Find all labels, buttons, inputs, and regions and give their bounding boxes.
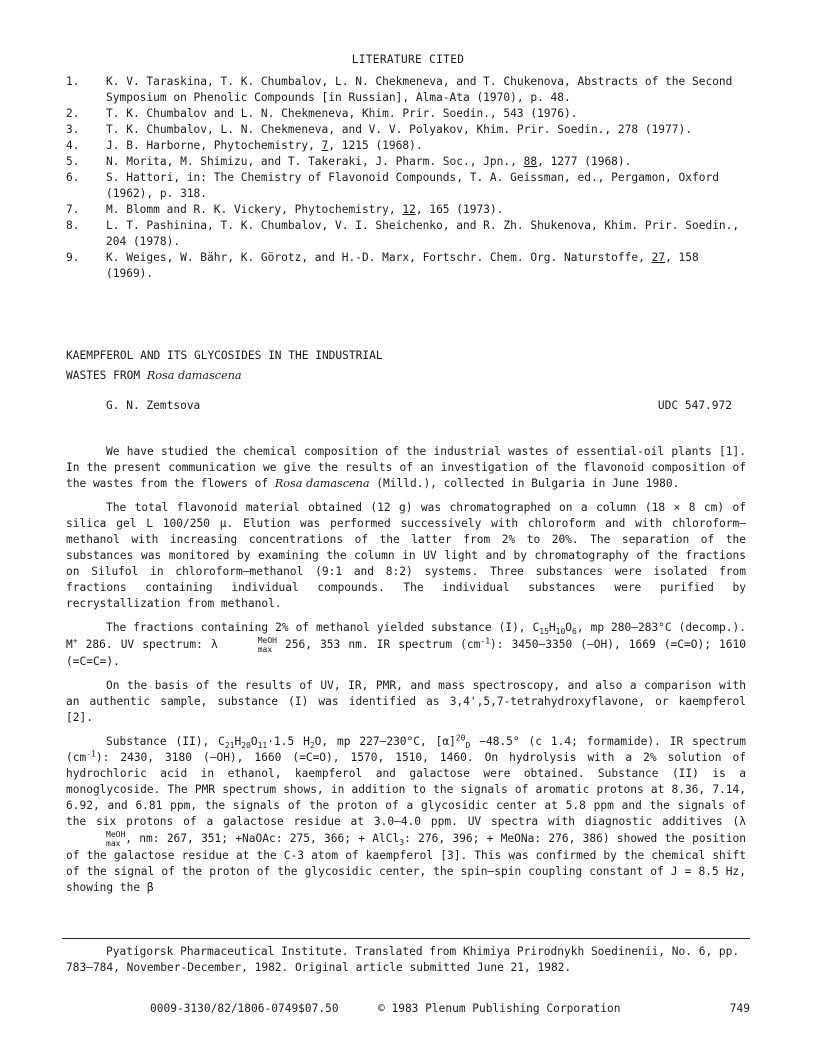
footnote-divider bbox=[62, 938, 750, 939]
reference-item bbox=[66, 138, 746, 154]
body-paragraph: Substance (II), $C_{21}H_{20}O_{11}\cdot 1.5$ $H_2O$, mp 227–230°C, $[\alpha]^{20}_D -48.5^\circ$ (c 1.4; formamide). IR spectrum $(cm^{-1})$: 2430, 3180 (—OH), 1660 (=C=O), 1570, 1510, 1460. On hydrolysis with a 2% solution of hydrochloric acid in ethanol, kaempferol and galactose were obtained. Substance (II) is a monoglycoside. The PMR spectrum shows, in addition to the signals of aromatic protons at 8.36, 7.14, 6.92, and 6.81 ppm, the signals of the proton of a glycosidic center at 5.8 ppm and the signals of the six protons of a galactose residue at 3.0–4.0 ppm. UV spectra with diagnostic additives (λ MeOH max , nm: 267, 351; +NaOAc: 275, 366; + AlCl$_3$: 276, 396; + MeONa: 276, 386) showed the position of the galactose residue at the C-3 atom of kaempferol [3]. This was confirmed by the chemical shift of the signal of the proton of the glycosidic center, the spin–spin coupling constant of J = 8.5 Hz, showing the β bbox=[66, 733, 746, 894]
reference-item bbox=[66, 154, 746, 170]
footnote-text: Pyatigorsk Pharmaceutical Institute. Translated from Khimiya Prirodnykh Soedinenii, No. 6, pp. 783–784, November-December, 1982. Original article submitted June 21, 1982. bbox=[66, 945, 740, 974]
body-paragraph: The total flavonoid material obtained (12 g) was chromatographed on a column (18 × 8 cm) of silica gel L 100/250 μ. Elution was performed successively with chloroform and with chloroform–methanol with increasing concentrations of the latter from 2% to 20%. The separation of the substances was monitored by examining the column in UV light and by chromatography of the fractions on Silufol in chloroform–methanol (9:1 and 8:2) systems. Three substances were isolated from fractions containing individual compounds. The individual substances were purified by recrystallization from methanol. bbox=[66, 501, 746, 610]
lambda-max-label: MeOH max bbox=[106, 830, 126, 848]
reference-text: N. Morita, M. Shimizu, and T. Takeraki, J. Pharm. Soc., Jpn., 88, 1277 (1968). bbox=[106, 155, 632, 168]
reference-number: 9. bbox=[66, 251, 80, 264]
reference-text: K. V. Taraskina, T. K. Chumbalov, L. N. Chekmeneva, and T. Chukenova, Abstracts of the Second Symposium on Phenolic Compounds [in Russian], Alma-Ata (1970), p. 48. bbox=[106, 75, 733, 104]
issn-code: 0009-3130/82/1806-0749$07.50 bbox=[150, 1002, 339, 1015]
reference-text: T. K. Chumbalov, L. N. Chekmeneva, and V. V. Polyakov, Khim. Prir. Soedin., 278 (1977). bbox=[106, 123, 692, 136]
article-title-line: WASTES FROM Rosa damascena bbox=[66, 369, 242, 382]
reference-number: 8. bbox=[66, 219, 80, 232]
page-footer bbox=[150, 1001, 750, 1017]
reference-text: T. K. Chumbalov and L. N. Chekmeneva, Khim. Prir. Soedin., 543 (1976). bbox=[106, 107, 578, 120]
body-paragraph: On the basis of the results of UV, IR, PMR, and mass spectroscopy, and also a comparison with an authentic sample, substance (I) was identified as 3,4',5,7-tetrahydroxyflavone, or kaempferol [2]. bbox=[66, 679, 746, 724]
reference-item bbox=[66, 170, 746, 202]
page-number: 749 bbox=[729, 1002, 750, 1015]
reference-item bbox=[66, 74, 746, 106]
reference-text: S. Hattori, in: The Chemistry of Flavonoid Compounds, T. A. Geissman, ed., Pergamon, Oxford (1962), p. 318. bbox=[106, 171, 719, 200]
footnote bbox=[66, 944, 746, 976]
reference-number: 2. bbox=[66, 107, 80, 120]
reference-item bbox=[66, 218, 746, 250]
reference-text: J. B. Harborne, Phytochemistry, 7, 1215 (1968). bbox=[106, 139, 423, 152]
article-title-line: KAEMPFEROL AND ITS GLYCOSIDES IN THE INDUSTRIAL bbox=[66, 349, 383, 362]
copyright-notice: © 1983 Plenum Publishing Corporation bbox=[378, 1002, 621, 1015]
author-line bbox=[106, 398, 732, 414]
reference-text: L. T. Pashinina, T. K. Chumbalov, V. I. Sheichenko, and R. Zh. Shukenova, Khim. Prir. Soedin., 204 (1978). bbox=[106, 219, 740, 248]
reference-item bbox=[66, 202, 746, 218]
article-title bbox=[66, 346, 746, 386]
reference-item bbox=[66, 250, 746, 282]
reference-number: 7. bbox=[66, 203, 80, 216]
reference-number: 5. bbox=[66, 155, 80, 168]
reference-number: 4. bbox=[66, 139, 80, 152]
lambda-max-label: MeOH max bbox=[257, 636, 277, 654]
reference-item bbox=[66, 106, 746, 122]
reference-text: K. Weiges, W. Bähr, K. Görotz, and H.-D. Marx, Fortschr. Chem. Org. Naturstoffe, 27, 158 (1969). bbox=[106, 251, 699, 280]
reference-number: 1. bbox=[66, 75, 80, 88]
literature-cited-heading: LITERATURE CITED bbox=[351, 53, 465, 66]
body-paragraph: The fractions containing 2% of methanol yielded substance (I), $C_{15}H_{10}O_6$, mp 280–283°C (decomp.). M+ 286. UV spectrum: λ MeOH max 256, 353 nm. IR spectrum $(cm^{-1})$: 3450–3350 (—OH), 1669 (=C=O); 1610 (=C=C=). bbox=[66, 621, 746, 668]
reference-text: M. Blomm and R. K. Vickery, Phytochemistry, 12, 165 (1973). bbox=[106, 203, 504, 216]
reference-list bbox=[66, 74, 746, 282]
reference-number: 6. bbox=[66, 171, 80, 184]
body-paragraph: We have studied the chemical composition of the industrial wastes of essential-oil plants [1]. In the present communication we give the results of an investigation of the flavonoid composition of the wastes from the flowers of Rosa damascena (Milld.), collected in Bulgaria in June 1980. bbox=[66, 445, 746, 490]
reference-item bbox=[66, 122, 746, 138]
udc-code: UDC 547.972 bbox=[657, 399, 732, 412]
article-body bbox=[66, 444, 746, 904]
reference-number: 3. bbox=[66, 123, 80, 136]
author-name: G. N. Zemtsova bbox=[106, 399, 201, 412]
